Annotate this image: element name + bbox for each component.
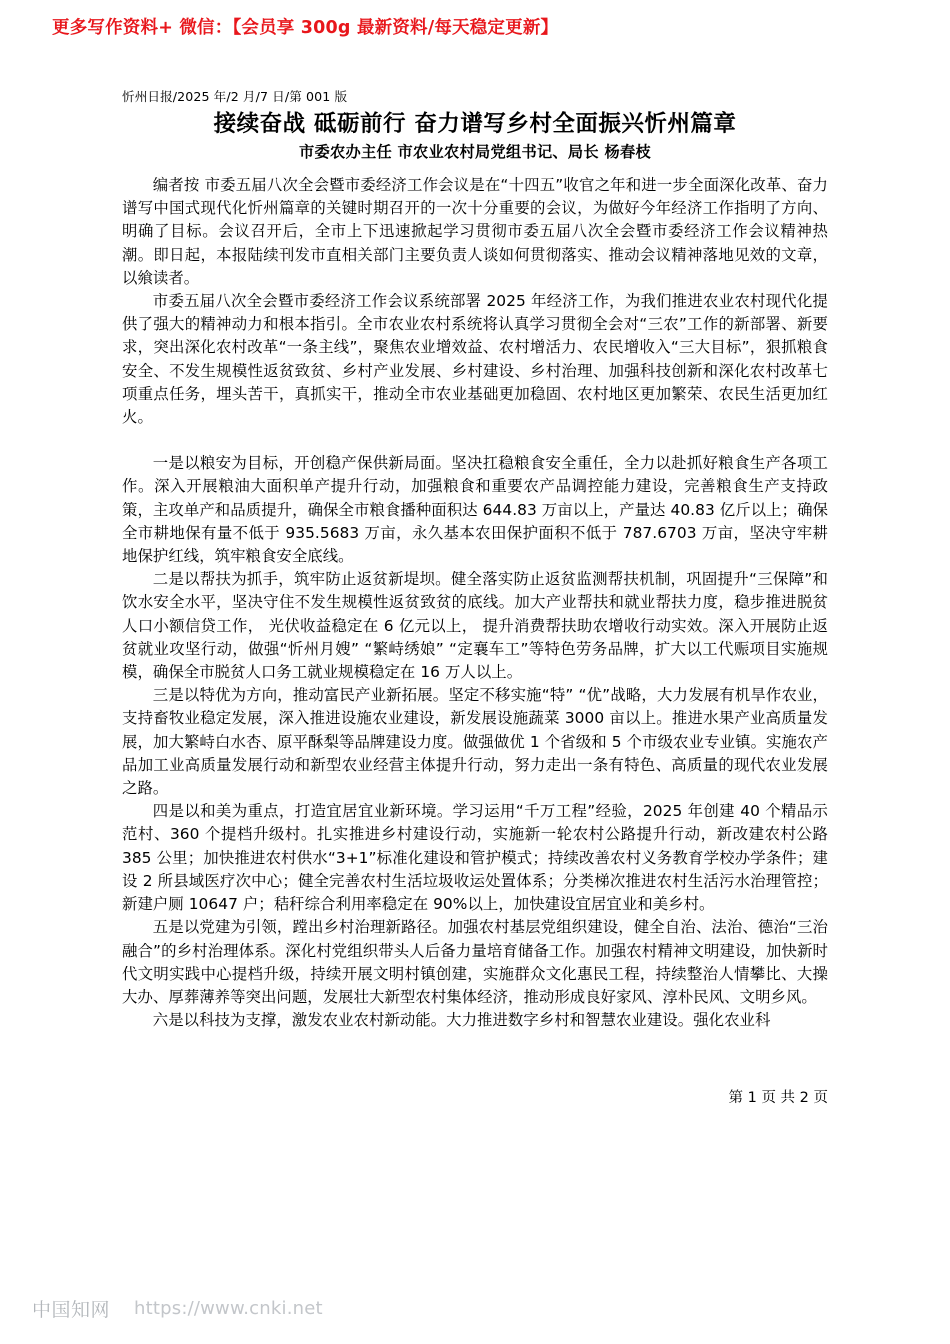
source-citation: 忻州日报/2025 年/2 月/7 日/第 001 版 [122, 89, 348, 104]
paragraph-point-6: 六是以科技为支撑，激发农业农村新动能。大力推进数字乡村和智慧农业建设。强化农业科 [152, 1011, 771, 1030]
paragraph-spacer [122, 429, 828, 452]
page-title: 接续奋战 砥砺前行 奋力谱写乡村全面振兴忻州篇章 [213, 111, 737, 137]
paragraph-point-1: 一是以粮安为目标，开创稳产保供新局面。坚决扛稳粮食安全重任，全力以赴抓好粮食生产各项工作。深入开展粮油大面积单产提升行动，加强粮食和重要农产品调控能力建设，完善粮食生产支持政策，主攻单产和品质提升，确保全市粮食播种面积达 644.83 万亩以上，产量达 40.83 亿斤以上；确保全市耕地保有量不低于 935.5683 万亩，永久基本农田保护面积不低于 787.6703 万亩，坚决守牢耕地保护红线，筑牢粮食安全底线。 [122, 454, 828, 566]
document-body [122, 88, 828, 1032]
page-indicator: 第 1 页 共 2 页 [728, 1090, 828, 1106]
paragraph-point-4: 四是以和美为重点，打造宜居宜业新环境。学习运用“千万工程”经验，2025 年创建 40 个精品示范村、360 个提档升级村。扎实推进乡村建设行动，实施新一轮农村公路提升行动，新改建农村公路 385 公里；加快推进农村供水“3+1”标准化建设和管护模式；持续改善农村义务教育学校办学条件；建设 2 所县域医疗次中心；健全完善农村生活垃圾收运处置体系；分类梯次推进农村生活污水治理管控；新建户厕 10647 户；秸秆综合利用率稳定在 90%以上，加快建设宜居宜业和美乡村。 [122, 802, 828, 914]
byline: 市委农办主任 市农业农村局党组书记、局长 杨春枝 [299, 143, 651, 161]
cnki-watermark [32, 1295, 323, 1322]
promo-banner: 更多写作资料+ 微信：【会员享 300g 最新资料/每天稳定更新】 [52, 18, 559, 38]
cnki-brand-label: 中国知网 [32, 1299, 111, 1321]
cnki-url-label: https://www.cnki.net [134, 1298, 323, 1319]
paragraph-overview: 市委五届八次全会暨市委经济工作会议系统部署 2025 年经济工作，为我们推进农业农村现代化提供了强大的精神动力和根本指引。全市农业农村系统将认真学习贯彻全会对“三农”工作的新部署、新要求，突出深化农村改革“一条主线”，聚焦农业增效益、农村增活力、农民增收入“三大目标”，狠抓粮食安全、不发生规模性返贫致贫、乡村产业发展、乡村建设、乡村治理、加强科技创新和深化农村改革七项重点任务，埋头苦干，真抓实干，推动全市农业基础更加稳固、农村地区更加繁荣、农民生活更加红火。 [122, 292, 828, 427]
paragraph-point-3: 三是以特优为方向，推动富民产业新拓展。坚定不移实施“特” “优”战略，大力发展有机旱作农业，支持畜牧业稳定发展，深入推进设施农业建设，新发展设施蔬菜 3000 亩以上。推进水果产业高质量发展，加大繁峙白水杏、原平酥梨等品牌建设力度。做强做优 1 个省级和 5 个市级农业专业镇。实施农产品加工业高质量发展行动和新型农业经营主体提升行动，努力走出一条有特色、高质量的现代农业发展之路。 [122, 686, 828, 798]
paragraph-point-5: 五是以党建为引领，蹚出乡村治理新路径。加强农村基层党组织建设，健全自治、法治、德治“三治融合”的乡村治理体系。深化村党组织带头人后备力量培育储备工作。加强农村精神文明建设，加快新时代文明实践中心提档升级，持续开展文明村镇创建，实施群众文化惠民工程，持续整治人情攀比、大操大办、厚葬薄养等突出问题，发展壮大新型农村集体经济，推动形成良好家风、淳朴民风、文明乡风。 [122, 918, 828, 1006]
article-body [122, 174, 828, 1032]
paragraph-point-2: 二是以帮扶为抓手，筑牢防止返贫新堤坝。健全落实防止返贫监测帮扶机制，巩固提升“三保障”和饮水安全水平，坚决守住不发生规模性返贫致贫的底线。加大产业帮扶和就业帮扶力度，稳步推进脱贫人口小额信贷工作， 光伏收益稳定在 6 亿元以上， 提升消费帮扶助农增收行动实效。深入开展防止返贫就业攻坚行动，做强“忻州月嫂” “繁峙绣娘” “定襄车工”等特色劳务品牌，扩大以工代赈项目实施规模，确保全市脱贫人口务工就业规模稳定在 16 万人以上。 [122, 570, 828, 682]
paragraph-editor-note: 编者按 市委五届八次全会暨市委经济工作会议是在“十四五”收官之年和进一步全面深化改革、奋力谱写中国式现代化忻州篇章的关键时期召开的一次十分重要的会议，为做好今年经济工作指明了方向、明确了目标。会议召开后，全市上下迅速掀起学习贯彻市委五届八次全会暨市委经济工作会议精神热潮。即日起，本报陆续刊发市直相关部门主要负责人谈如何贯彻落实、推动会议精神落地见效的文章，以飨读者。 [122, 176, 828, 287]
